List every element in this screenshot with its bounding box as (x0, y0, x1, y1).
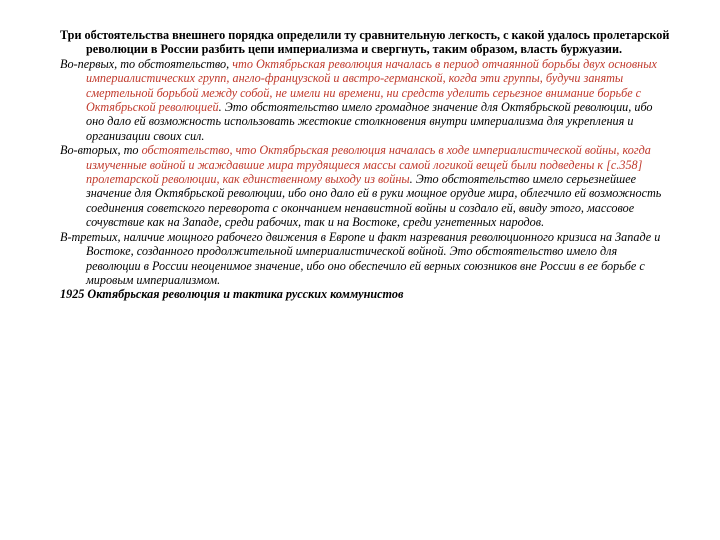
second-lead: Во-вторых, то (60, 143, 142, 158)
first-rest: . Это обстоятельство имело громадное значение для Октябрьской революции, ибо оно дало ей возможность использовать жестокие столкновения внутри империализма для укрепления и организации своих сил. (86, 100, 653, 143)
first-paragraph (60, 57, 670, 143)
second-rest: . Это обстоятельство имело серьезнейшее значение для Октябрьской революции, ибо оно дало ей в руки мощное орудие мира, облегчило ей возможность соединения советского переворота с окончанием ненавистной войны и создало ей, ввиду этого, массовое сочувствие как на Западе, среди рабочих, так и на Востоке, среди угнетенных народов. (86, 172, 662, 230)
first-lead: Во-первых, то обстоятельство, (60, 56, 233, 71)
text-block (60, 28, 670, 302)
source-footer: 1925 Октябрьская революция и тактика русских коммунистов (60, 287, 404, 302)
second-paragraph (60, 143, 670, 229)
second-highlight: обстоятельство, что Октябрьская революция началась в ходе империалистической войны, когда измученные войной и жаждавшие мира трудящиеся массы самой логикой вещей были подведены к [с.358] пролетарской революции, как единственному выходу из войны (86, 143, 651, 187)
third-paragraph: В-третьих, наличие мощного рабочего движения в Европе и факт назревания революционного кризиса на Западе и Востоке, созданного продолжительной империалистической войной. Это обстоятельство имело для революции в России неоценимое значение, ибо оно обеспечило ей верных союзников вне России в ее борьбе с мировым империализмом. (60, 229, 661, 287)
first-highlight: что Октябрьская революция началась в период отчаянной борьбы двух основных империалистических групп, англо-французской и австро-германской, когда эти группы, будучи заняты смертельной борьбой между собой, не имели ни времени, ни средств уделить серьезное внимание борьбе с Октябрьской революцией (86, 56, 657, 115)
intro-paragraph: Три обстоятельства внешнего порядка определили ту сравнительную легкость, с какой удалось пролетарской революции в России разбить цепи империализма и свергнуть, таким образом, власть буржуазии. (60, 28, 670, 57)
